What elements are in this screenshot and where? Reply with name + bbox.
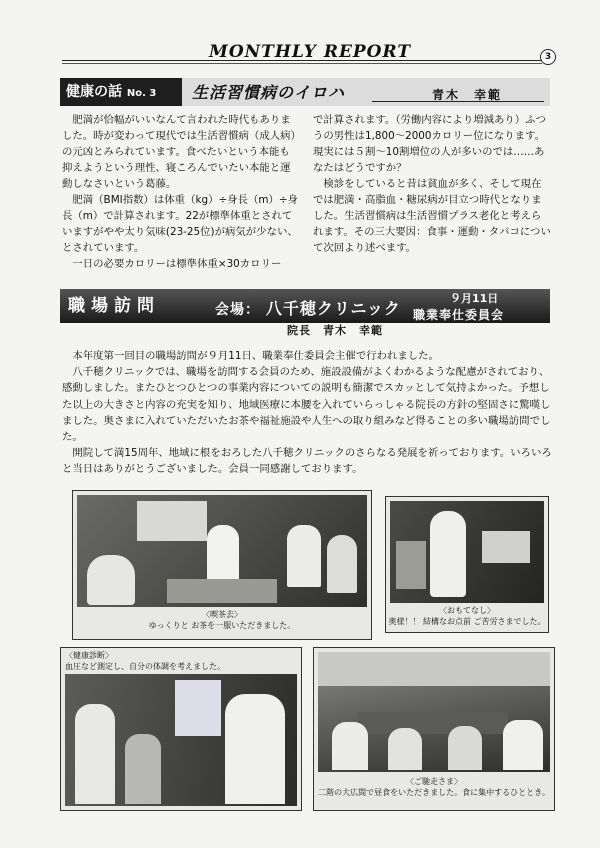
visit-committee: 職業奉仕委員会 xyxy=(413,308,505,322)
photo-title: 〈ご馳走さま〉 xyxy=(406,777,462,786)
author-underline xyxy=(372,101,544,102)
header-rule xyxy=(62,60,542,61)
health-author: 青木 幸範 xyxy=(432,88,503,102)
person-shape xyxy=(125,734,161,804)
health-paragraph: 一日の必要カロリーは標準体重×30カロリー xyxy=(62,258,282,270)
photo-lunch-frame xyxy=(313,647,555,811)
table-shape xyxy=(358,712,508,734)
visit-date: ９月11日 xyxy=(450,292,499,305)
person-shape xyxy=(503,720,543,770)
person-shape xyxy=(430,511,466,597)
venue-name: 八千穂クリニック xyxy=(265,299,401,318)
report-title: MONTHLY REPORT xyxy=(209,42,411,62)
visit-paragraph: 本年度第一回目の職場訪問が９月11日、職業奉仕委員会主催で行われました。 xyxy=(62,350,439,362)
photo-lunch-caption xyxy=(318,776,550,798)
window-shape xyxy=(137,501,207,541)
poster-shape xyxy=(175,680,221,736)
window-shape xyxy=(318,652,550,686)
health-paragraph: で計算されます。（労働内容により増減あり）ふつうの男性は1,800〜2000カロリー位になります。現実には５割〜10割増位の人が多いのでは……あなたはどうですか？ xyxy=(313,114,546,174)
person-shape xyxy=(327,535,357,593)
photo-title: 〈喫茶去〉 xyxy=(202,610,242,619)
photo-caption: ゆっくりと お茶を一服いただきました。 xyxy=(148,621,296,630)
visit-paragraph: 開院して満15周年、地域に根をおろした八千穂クリニックのさらなる発展を祈っております。いろいろと当日はありがとうございました。会員一同感謝しております。 xyxy=(62,447,552,476)
visit-venue xyxy=(215,296,401,319)
visit-body xyxy=(62,348,552,478)
photo-title: 〈健康診断〉 xyxy=(65,651,113,660)
health-tag-number: No. 3 xyxy=(126,88,157,99)
person-shape xyxy=(225,694,285,804)
photo-hospitality-caption xyxy=(388,605,546,627)
health-tag-label: 健康の話 xyxy=(66,84,122,100)
health-tag xyxy=(60,78,182,106)
photo-checkup xyxy=(65,674,297,806)
photo-caption: 二階の大広間で昼食をいただきました。食に集中するひととき。 xyxy=(318,788,550,797)
photo-hospitality-frame xyxy=(385,496,549,633)
photo-checkup-frame xyxy=(60,647,302,811)
photo-tea xyxy=(77,495,367,607)
health-left-column xyxy=(62,112,300,272)
page-number: 3 xyxy=(540,49,556,65)
visit-tag: 職場訪問 xyxy=(68,296,160,316)
venue-label: 会場： xyxy=(215,302,260,318)
person-shape xyxy=(448,726,482,770)
photo-caption: 血圧など測定し、自分の体調を考えました。 xyxy=(65,662,225,671)
health-topic: 生活習慣病のイロハ xyxy=(192,83,346,102)
clinic-director: 院長 青木 幸範 xyxy=(287,324,383,337)
photo-lunch xyxy=(318,652,550,772)
health-paragraph: 肥満が恰幅がいいなんて言われた時代もありました。時が変わって現代では生活習慣病（成人病）の元凶とみられています。食べたいという本能も抑えようという理性、寝ころんでいたい本能と運動しなさいという葛藤。 xyxy=(62,114,296,190)
person-shape xyxy=(87,555,135,605)
photo-caption: 奥様！！ 結構なお点前 ご苦労さまでした。 xyxy=(388,617,546,626)
photo-checkup-caption xyxy=(65,650,265,672)
visit-paragraph: 八千穂クリニックでは、職場を訪問する会員のため、施設設備がよくわかるような配慮がされており、感動しました。またひとつひとつの事業内容についての説明も簡潔でスカッとして気持よかった。予想した以上の大きさと内容の充実を知り、地域医療に本腰を入れていらっしゃる院長の方針の堅固さに驚嘆しました。奥さまに入れていただいたお茶や福祉施設や人生への取り組みなど得ることの多い職場訪問でした。 xyxy=(62,366,551,444)
furniture-shape xyxy=(396,541,426,589)
person-shape xyxy=(332,722,368,770)
health-paragraph: 肥満（BMI指数）は体重（kg）÷身長（m）÷身長（m）で計算されます。22が標準体重とされていますがやや太り気味(23-25位)が病気が少ない、とされています。 xyxy=(62,194,298,254)
photo-tea-caption xyxy=(77,609,367,631)
person-shape xyxy=(207,525,239,585)
photo-tea-frame xyxy=(72,490,372,640)
health-paragraph: 検診をしていると昔は貧血が多く、そして現在では肥満・高脂血・糖尿病が目立つ時代となりました。生活習慣病は生活習慣プラス老化と考えられます。その三大要因：食事・運動・タバコについて次回より述べます。 xyxy=(313,178,551,254)
person-shape xyxy=(75,704,115,804)
photo-hospitality xyxy=(390,501,544,603)
header-rule-thin xyxy=(62,63,542,64)
tatami-shape xyxy=(167,579,277,603)
window-shape xyxy=(482,531,530,563)
photo-title: 〈おもてなし〉 xyxy=(439,606,495,615)
person-shape xyxy=(388,728,422,770)
health-right-column xyxy=(313,112,551,256)
person-shape xyxy=(287,525,321,587)
